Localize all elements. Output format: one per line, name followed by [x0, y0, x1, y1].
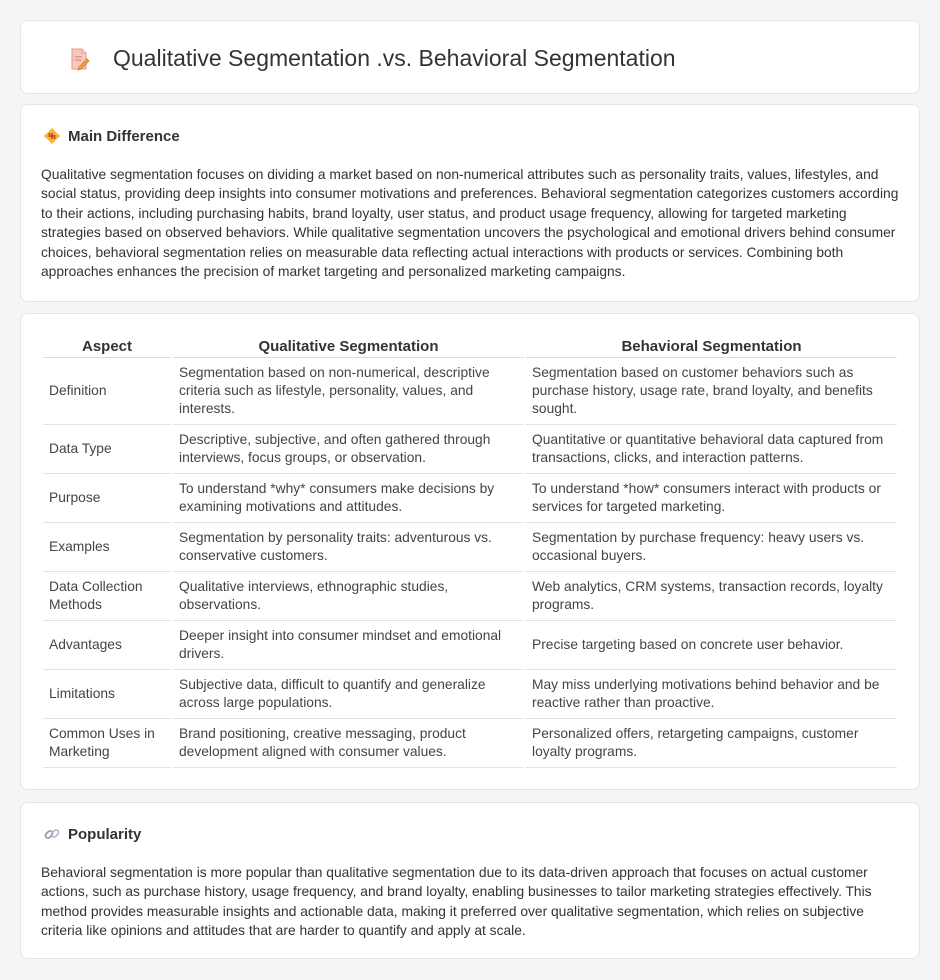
qualitative-cell: Qualitative interviews, ethnographic studies, observations. — [173, 572, 524, 621]
main-difference-title: Main Difference — [68, 127, 180, 145]
aspect-cell: Advantages — [43, 621, 171, 670]
aspect-cell: Common Uses in Marketing — [43, 719, 171, 768]
qualitative-cell: Segmentation by personality traits: adventurous vs. conservative customers. — [173, 523, 524, 572]
table-row — [43, 358, 897, 425]
table-row — [43, 425, 897, 474]
aspect-cell: Definition — [43, 358, 171, 425]
qualitative-cell: Brand positioning, creative messaging, product development aligned with consumer values. — [173, 719, 524, 768]
behavioral-cell: Precise targeting based on concrete user behavior. — [526, 621, 897, 670]
behavioral-cell: Segmentation based on customer behaviors such as purchase history, usage rate, brand loyalty, and benefits sought. — [526, 358, 897, 425]
qualitative-cell: Deeper insight into consumer mindset and emotional drivers. — [173, 621, 524, 670]
behavioral-cell: Personalized offers, retargeting campaigns, customer loyalty programs. — [526, 719, 897, 768]
popularity-heading — [43, 825, 141, 843]
qualitative-cell: Segmentation based on non-numerical, descriptive criteria such as lifestyle, personality, values, and interests. — [173, 358, 524, 425]
table-row — [43, 670, 897, 719]
header-card — [20, 20, 920, 94]
popularity-card — [20, 802, 920, 959]
page-title: Qualitative Segmentation .vs. Behavioral Segmentation — [113, 45, 676, 71]
comparison-table — [41, 336, 899, 768]
aspect-cell: Data Collection Methods — [43, 572, 171, 621]
diamond-icon — [43, 127, 61, 145]
qualitative-cell: To understand *why* consumers make decisions by examining motivations and attitudes. — [173, 474, 524, 523]
main-difference-text: Qualitative segmentation focuses on dividing a market based on non-numerical attributes such as personality traits, values, lifestyles, and social status, providing deep insights into consumer motivations and preferences. Behavioral segmentation categorizes customers according to their actions, including purchasing habits, brand loyalty, user status, and product usage frequency, allowing for targeted marketing strategies based on observed behaviors. While qualitative segmentation uncovers the psychological and emotional drivers behind consumer choices, behavioral segmentation relies on measurable data reflecting actual interactions with products or services. Combining both approaches enhances the precision of market targeting and personalized marketing campaigns. — [41, 167, 899, 280]
column-header-qualitative: Qualitative Segmentation — [173, 336, 524, 358]
column-header-aspect: Aspect — [43, 336, 171, 358]
table-header-row — [43, 336, 897, 358]
document-edit-icon — [67, 47, 91, 71]
behavioral-cell: Segmentation by purchase frequency: heavy users vs. occasional buyers. — [526, 523, 897, 572]
behavioral-cell: To understand *how* consumers interact with products or services for targeted marketing. — [526, 474, 897, 523]
qualitative-cell: Subjective data, difficult to quantify and generalize across large populations. — [173, 670, 524, 719]
aspect-cell: Limitations — [43, 670, 171, 719]
popularity-text: Behavioral segmentation is more popular than qualitative segmentation due to its data-driven approach that focuses on actual customer actions, such as purchase history, usage frequency, and brand loyalty, enabling businesses to tailor marketing strategies effectively. This method provides measurable insights and actionable data, making it preferred over qualitative segmentation, which relies on subjective criteria like opinions and attitudes that are harder to quantify and apply at scale. — [41, 865, 872, 939]
table-row — [43, 523, 897, 572]
behavioral-cell: Quantitative or quantitative behavioral data captured from transactions, clicks, and interaction patterns. — [526, 425, 897, 474]
behavioral-cell: Web analytics, CRM systems, transaction records, loyalty programs. — [526, 572, 897, 621]
column-header-behavioral: Behavioral Segmentation — [526, 336, 897, 358]
aspect-cell: Examples — [43, 523, 171, 572]
table-row — [43, 572, 897, 621]
table-row — [43, 621, 897, 670]
qualitative-cell: Descriptive, subjective, and often gathered through interviews, focus groups, or observation. — [173, 425, 524, 474]
table-row — [43, 719, 897, 768]
main-difference-card — [20, 104, 920, 302]
aspect-cell: Purpose — [43, 474, 171, 523]
behavioral-cell: May miss underlying motivations behind behavior and be reactive rather than proactive. — [526, 670, 897, 719]
link-icon — [43, 825, 61, 843]
comparison-card — [20, 313, 920, 790]
popularity-title: Popularity — [68, 825, 142, 843]
main-difference-heading — [43, 127, 180, 145]
table-row — [43, 474, 897, 523]
aspect-cell: Data Type — [43, 425, 171, 474]
